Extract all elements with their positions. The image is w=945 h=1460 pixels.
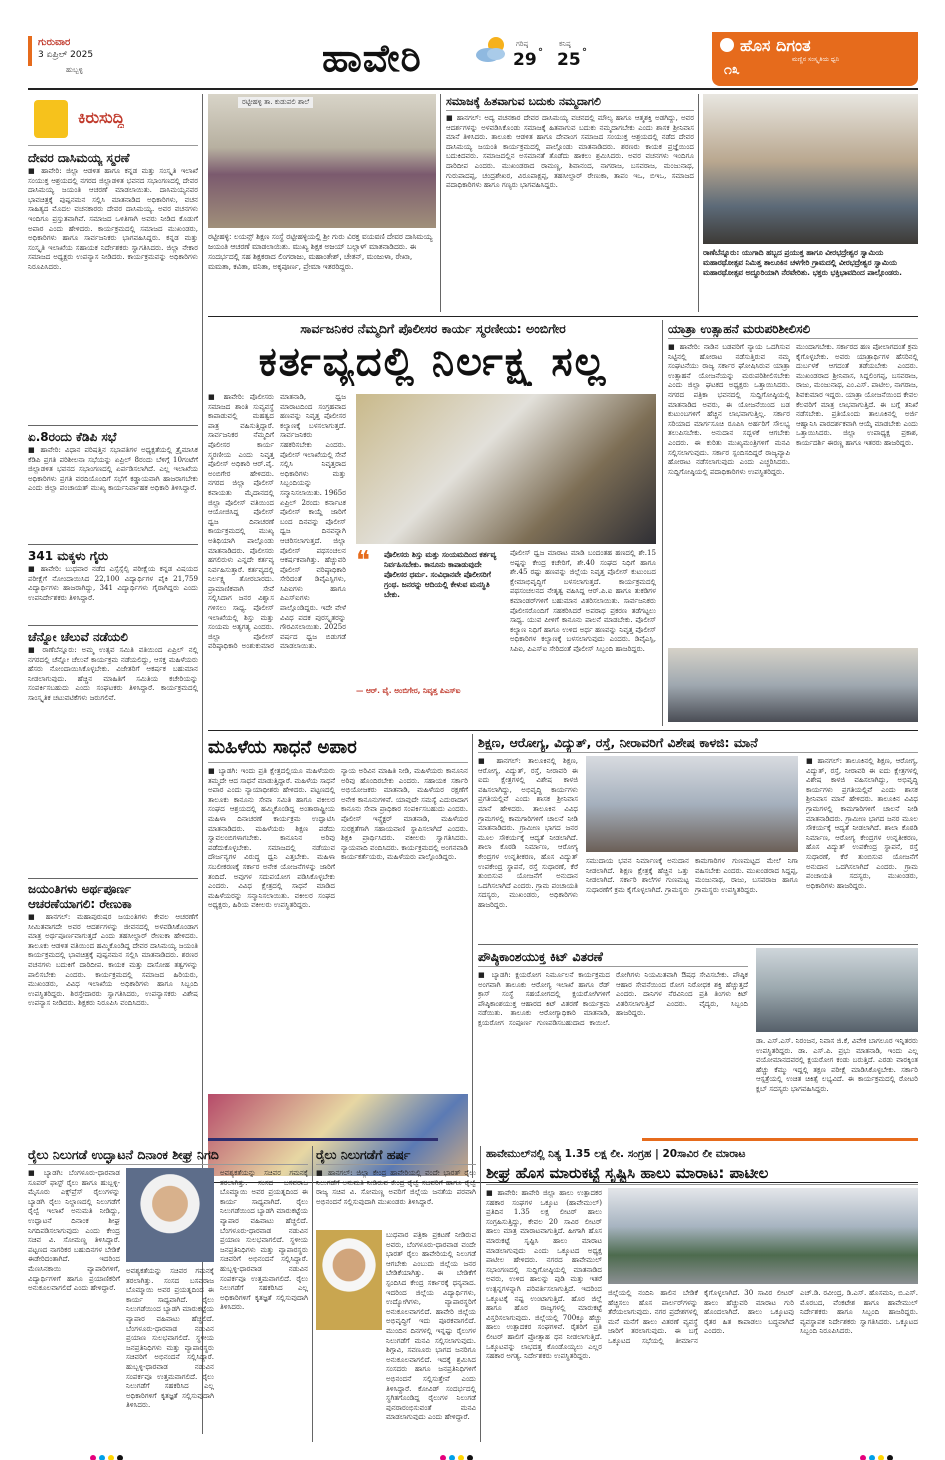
partly-cloudy-icon [474,34,510,64]
color-dot [440,1455,446,1460]
story-title: ಮಹಿಳೆಯ ಸಾಧನೆ ಅಪಾರ [208,734,468,763]
registration-dots-left [90,1446,150,1454]
story-body-2: ಅವಶ್ಯಕತೆಯನ್ನು ಸಚಿವರ ಗಮನಕ್ಕೆ ತರಲಾಗಿತ್ತು. ಸಂಸದ ಬಸವರಾಜ ಬೊಮ್ಮಾಯಿ ಅವರ ಪ್ರಯತ್ನದಿಂದ ಈ ಕಾರ್ಯ ಸಾಧ್ಯವಾಗಿದೆ. ರೈಲು ನಿಲುಗಡೆಯಿಂದ ಬ್ಯಾಡಗಿ ಮಾರುಕಟ್ಟೆಯ ವ್ಯಾಪಾರ ವಹಿವಾಟು ಹೆಚ್ಚಲಿದೆ. ಬೆಂಗಳೂರು-ಧಾರವಾಡ ನಡುವಿನ ಪ್ರಯಾಣ ಸುಲಭವಾಗಲಿದೆ. ಸ್ಥಳೀಯ ಜನಪ್ರತಿನಿಧಿಗಳು ಮತ್ತು ವ್ಯಾಪಾರಸ್ಥರು ಸಚಿವರಿಗೆ ಅಭಿನಂದನೆ ಸಲ್ಲಿಸಿದ್ದಾರೆ. ಹುಬ್ಬಳ್ಳಿ-ಧಾರವಾಡ ನಡುವಿನ ಸಂಪರ್ಕವೂ ಉತ್ತಮವಾಗಲಿದೆ. ರೈಲು ನಿಲುಗಡೆಗೆ ಸಹಕರಿಸಿದ ಎಲ್ಲ ಅಧಿಕಾರಿಗಳಿಗೆ ಕೃತಜ್ಞತೆ ಸಲ್ಲಿಸುವುದಾಗಿ ತಿಳಿಸಿದರು. [126,1266,214,1410]
kirusuddi-logo [28,94,198,146]
photo-caption: ರಟ್ಟೀಹಳ್ಳಿ: ಲಯನ್ಸ್ ಶಿಕ್ಷಣ ಸಂಸ್ಥೆ ರಟ್ಟೀಹಳ್ಳಿಯಲ್ಲಿ ಶ್ರೀ ಗುರು ವಿರಕ್ತ ವಯವಣಿ ದೇವರ ದಾಸಿಮಯ್ಯ ಜಯಂತಿ ಆಚರಣೆ ಮಾಡಲಾಯಿತು. ಮುಖ್ಯ ಶಿಕ್ಷಕ ಅಜಯ್ ಬಲ್ಲಾಳ್ ಮಾತನಾಡಿದರು. ಈ ಸಂದರ್ಭದಲ್ಲಿ ಸಹ ಶಿಕ್ಷಕರಾದ ಲಿಂಗರಾಜು, ಮಹಾಂತೇಶ್, ಚೇತನ್, ಮಂಜುಳಾ, ರೇಖಾ, ಮಮತಾ, ಕವಿತಾ, ವನಿತಾ, ಅಕ್ಕಪೂರ್ಣ, ಪ್ರೇಮಾ ಇತರರಿದ್ದರು. [208,232,433,271]
top-photo-right [703,94,918,312]
color-dot [887,1455,893,1460]
story-body-3: ಅವಶ್ಯಕತೆಯನ್ನು ಸಚಿವರ ಗಮನಕ್ಕೆ ತರಲಾಗಿತ್ತು. ಸಂಸದ ಬಸವರಾಜ ಬೊಮ್ಮಾಯಿ ಅವರ ಪ್ರಯತ್ನದಿಂದ ಈ ಕಾರ್ಯ ಸಾಧ್ಯವಾಗಿದೆ. ರೈಲು ನಿಲುಗಡೆಯಿಂದ ಬ್ಯಾಡಗಿ ಮಾರುಕಟ್ಟೆಯ ವ್ಯಾಪಾರ ವಹಿವಾಟು ಹೆಚ್ಚಲಿದೆ. ಬೆಂಗಳೂರು-ಧಾರವಾಡ ನಡುವಿನ ಪ್ರಯಾಣ ಸುಲಭವಾಗಲಿದೆ. ಸ್ಥಳೀಯ ಜನಪ್ರತಿನಿಧಿಗಳು ಮತ್ತು ವ್ಯಾಪಾರಸ್ಥರು ಸಚಿವರಿಗೆ ಅಭಿನಂದನೆ ಸಲ್ಲಿಸಿದ್ದಾರೆ. ಹುಬ್ಬಳ್ಳಿ-ಧಾರವಾಡ ನಡುವಿನ ಸಂಪರ್ಕವೂ ಉತ್ತಮವಾಗಲಿದೆ. ರೈಲು ನಿಲುಗಡೆಗೆ ಸಹಕರಿಸಿದ ಎಲ್ಲ ಅಧಿಕಾರಿಗಳಿಗೆ ಕೃತಜ್ಞತೆ ಸಲ್ಲಿಸುವುದಾಗಿ ತಿಳಿಸಿದರು. [220,1168,308,1312]
column-rule [698,94,699,312]
shikshana-story [478,734,918,940]
quote-author: — ಆರ್. ವೈ. ಅಂಬಿಗೇರ, ನಿವೃತ್ತ ಪಿಎಸ್ಐ [356,686,461,695]
poushtika-story [478,948,918,1178]
max-temp-label: ಗರಿಷ್ಠ [516,40,529,48]
story-title: ಪೌಷ್ಠಿಕಾಂಶಯುಕ್ತ ಕಿಟ್ ವಿತರಣೆ [478,948,748,967]
haalu-story [486,1146,918,1446]
column-rule [312,1146,313,1442]
story-body: ■ ಬ್ಯಾಡಗಿ: ಬೆಂಗಳೂರು-ಧಾರವಾಡ ಸೂಪರ್ ಫಾಸ್ಟ್ ರೈಲು ಹಾಗೂ ಹುಬ್ಬಳ್ಳಿ-ಮೈಸೂರು ಎಕ್ಸ್‌ಪ್ರೆಸ್ ರೈಲುಗಳನ್ನು ಬ್ಯಾಡಗಿ ರೈಲು ನಿಲ್ದಾಣದಲ್ಲಿ ನಿಲುಗಡೆಗೆ ರೈಲ್ವೆ ಇಲಾಖೆ ಅನುಮತಿ ನೀಡಿದ್ದು, ಉದ್ಘಾಟನೆ ದಿನಾಂಕ ಶೀಘ್ರ ನಿಗದಿಪಡಿಸಲಾಗುವುದು ಎಂದು ಕೇಂದ್ರ ಸಚಿವ ವಿ. ಸೋಮಣ್ಣ ತಿಳಿಸಿದ್ದಾರೆ. ಪಟ್ಟಣದ ನಾಗರಿಕರ ಬಹುದಿನಗಳ ಬೇಡಿಕೆ ಈಡೇರಿದಂತಾಗಿದೆ. ಇದರಿಂದ ಮೆಣಸಿನಕಾಯಿ ವ್ಯಾಪಾರಿಗಳಿಗೆ, ವಿದ್ಯಾರ್ಥಿಗಳಿಗೆ ಹಾಗೂ ಪ್ರಯಾಣಿಕರಿಗೆ ಅನುಕೂಲವಾಗಲಿದೆ ಎಂದು ಹೇಳಿದ್ದಾರೆ. [28,1168,120,1293]
masthead-rule [28,88,918,90]
kirusuddi-title: 341 ಮಕ್ಕಳು ಗೈರು [28,549,109,563]
row-rule [208,730,918,731]
story-body: ■ ಬ್ಯಾಡಗಿ: ಇಂದು ಪ್ರತಿ ಕ್ಷೇತ್ರದಲ್ಲಿಯೂ ಮಹಿಳೆಯರು ತಮ್ಮದೇ ಆದ ಸಾಧನೆ ಮಾಡುತ್ತಿದ್ದಾರೆ. ಮಹಿಳೆಯ ಸಾಧನೆ ಅಪಾರ ಎಂದು ನ್ಯಾಯಾಧೀಶರು ಹೇಳಿದರು. ಪಟ್ಟಣದಲ್ಲಿ ತಾಲೂಕು ಕಾನೂನು ಸೇವಾ ಸಮಿತಿ ಹಾಗೂ ವಕೀಲರ ಸಂಘದ ಆಶ್ರಯದಲ್ಲಿ ಹಮ್ಮಿಕೊಂಡಿದ್ದ ಅಂತಾರಾಷ್ಟ್ರೀಯ ಮಹಿಳಾ ದಿನಾಚರಣೆ ಕಾರ್ಯಕ್ರಮ ಉದ್ಘಾಟಿಸಿ ಮಾತನಾಡಿದರು. ಮಹಿಳೆಯರು ಶಿಕ್ಷಣ ಪಡೆದು ಸ್ವಾವಲಂಬಿಗಳಾಗಬೇಕು. ಕಾನೂನಿನ ಅರಿವು ಪಡೆದುಕೊಳ್ಳಬೇಕು. ಸಮಾಜದಲ್ಲಿ ನಡೆಯುವ ದೌರ್ಜನ್ಯಗಳ ವಿರುದ್ಧ ಧ್ವನಿ ಎತ್ತಬೇಕು. ಮಹಿಳಾ ಸಬಲೀಕರಣಕ್ಕೆ ಸರ್ಕಾರ ಅನೇಕ ಯೋಜನೆಗಳನ್ನು ಜಾರಿಗೆ ತಂದಿದೆ. ಅವುಗಳ ಸದುಪಯೋಗ ಪಡಿಸಿಕೊಳ್ಳಬೇಕು ಎಂದರು. ವಿವಿಧ ಕ್ಷೇತ್ರದಲ್ಲಿ ಸಾಧನೆ ಮಾಡಿದ ಮಹಿಳೆಯರನ್ನು ಸನ್ಮಾನಿಸಲಾಯಿತು. ವಕೀಲರ ಸಂಘದ ಅಧ್ಯಕ್ಷರು, ಹಿರಿಯ ವಕೀಲರು ಉಪಸ್ಥಿತರಿದ್ದರು. [208,766,335,910]
photo-banner: ರಟ್ಟೀಹಳ್ಳಿ ತಾ. ಕುಡುಪಲಿ ಶಾಲೆ [238,97,313,108]
story-title: ಶೀಘ್ರ ಹೊಸ ಮಾರುಕಟ್ಟೆ ಸೃಷ್ಟಿಸಿ ಹಾಲು ಮಾರಾಟ: ಪಾಟೀಲ [486,1162,918,1185]
kirusuddi-item [28,548,198,622]
minister-portrait [126,1168,214,1262]
kirusuddi-label: ಕಿರುಸುದ್ದಿ [78,108,125,127]
story-body-2: ಡಾ. ಎಸ್.ಎಸ್. ನಿರಂಜನ, ನಿವಾಸ ಜಿ.ಕೆ, ವಿವೇಕ ಬಾಗಲೂರ ಇನ್ನಿತರರು ಉಪಸ್ಥಿತರಿದ್ದರು. ಡಾ. ಎಸ್.ಪಿ. ಪ್ರಭು ಮಾತನಾಡಿ, ಇಂದು ಎಲ್ಲ ವಯೋಮಾನದವರಲ್ಲಿ ಕ್ಷಯರೋಗ ಕಂಡು ಬರುತ್ತಿದೆ. ಎರಡು ವಾರಕ್ಕಿಂತ ಹೆಚ್ಚು ಕೆಮ್ಮು ಇದ್ದಲ್ಲಿ ತಕ್ಷಣ ಪರೀಕ್ಷೆ ಮಾಡಿಸಿಕೊಳ್ಳಬೇಕು. ಸರ್ಕಾರಿ ಆಸ್ಪತ್ರೆಯಲ್ಲಿ ಉಚಿತ ಚಿಕಿತ್ಸೆ ಲಭ್ಯವಿದೆ. ಈ ಕಾರ್ಯಕ್ರಮದಲ್ಲಿ ರೋಟರಿ ಕ್ಲಬ್ ಸದಸ್ಯರು ಭಾಗವಹಿಸಿದ್ದರು. [756,1036,918,1093]
quote-text: ಪೊಲೀಸರು ಶಿಸ್ತು ಮತ್ತು ಸಂಯಮದಿಂದ ಕರ್ತವ್ಯ ನಿರ್ವಹಿಸಬೇಕು. ಕಾನೂನು ಕಾಪಾಡುವುದೇ ಪೊಲೀಸರ ಧರ್ಮ. ಸಂವಿಧಾನವೇ ಪೊಲೀಸರಿಗೆ ಗ್ರಂಥ. ಜನರನ್ನು ಆದಿಯಲ್ಲಿ ಕೇಳುವ ಮನಸ್ಥಿತಿ ಬೇಕು. [384,550,497,599]
press-meet-photo [668,648,918,722]
date-block [28,36,158,80]
kirusuddi-title: ಚೆನ್ನೋ ಚೆಲುವೆ ನಡೆಯಲಿ [28,630,128,644]
story-body: ■ ಹಾನಗಲ್: ತಾಲೂಕಿನಲ್ಲಿ ಶಿಕ್ಷಣ, ಆರೋಗ್ಯ, ವಿದ್ಯುತ್, ರಸ್ತೆ, ನೀರಾವರಿ ಈ ಐದು ಕ್ಷೇತ್ರಗಳಲ್ಲಿ ವಿಶೇಷ ಕಾಳಜಿ ವಹಿಸಲಾಗಿದ್ದು, ಅಭಿವೃದ್ಧಿ ಕಾರ್ಯಗಳು ಪ್ರಗತಿಯಲ್ಲಿವೆ ಎಂದು ಶಾಸಕ ಶ್ರೀನಿವಾಸ ಮಾನೆ ಹೇಳಿದರು. ತಾಲೂಕಿನ ವಿವಿಧ ಗ್ರಾಮಗಳಲ್ಲಿ ಕಾಮಗಾರಿಗಳಿಗೆ ಚಾಲನೆ ನೀಡಿ ಮಾತನಾಡಿದರು. ಗ್ರಾಮೀಣ ಭಾಗದ ಜನರ ಮೂಲ ಸೌಕರ್ಯಕ್ಕೆ ಆದ್ಯತೆ ನೀಡಲಾಗಿದೆ. ಶಾಲಾ ಕೊಠಡಿ ನಿರ್ಮಾಣ, ಆರೋಗ್ಯ ಕೇಂದ್ರಗಳ ಉನ್ನತೀಕರಣ, ಹೊಸ ವಿದ್ಯುತ್ ಉಪಕೇಂದ್ರ ಸ್ಥಾಪನೆ, ರಸ್ತೆ ಸುಧಾರಣೆ, ಕೆರೆ ತುಂಬಿಸುವ ಯೋಜನೆಗೆ ಅನುದಾನ ಒದಗಿಸಲಾಗಿದೆ ಎಂದರು. ಗ್ರಾಮ ಪಂಚಾಯತಿ ಸದಸ್ಯರು, ಮುಖಂಡರು, ಅಧಿಕಾರಿಗಳು ಹಾಜರಿದ್ದರು. [478,756,578,909]
story-body-2: ಸಮುದಾಯ ಭವನ ನಿರ್ಮಾಣಕ್ಕೆ ಅನುದಾನ ನೀಡಲಾಗಿದೆ. ಶಿಕ್ಷಣ ಕ್ಷೇತ್ರಕ್ಕೆ ಹೆಚ್ಚಿನ ಒತ್ತು ನೀಡಲಾಗಿದೆ. ಸರ್ಕಾರಿ ಶಾಲೆಗಳ ಗುಣಮಟ್ಟ ಸುಧಾರಣೆಗೆ ಕ್ರಮ ಕೈಗೊಳ್ಳಲಾಗಿದೆ. ಗ್ರಾಮಸ್ಥರು ಕಾಮಗಾರಿಗಳ ಗುಣಮಟ್ಟದ ಮೇಲೆ ನಿಗಾ ವಹಿಸಬೇಕು ಎಂದರು. ಮುಖಂಡರಾದ ಸಿದ್ದಪ್ಪ, ಮಂಜುನಾಥ, ರಾಜು, ಬಸವರಾಜ ಹಾಗೂ ಗ್ರಾಮಸ್ಥರು ಉಪಸ್ಥಿತರಿದ್ದರು. [586,856,798,894]
color-dot [860,1455,866,1460]
page-number: ೧೩ [724,62,740,78]
story-body-3: ಎಚ್.ಡಿ. ರವೀಂದ್ರ, ಡಿ.ಎಸ್. ಹೊಸಮನಿ, ಬಿ.ಎಸ್. ಮೊರಬದ, ವೆಂಕಟೇಶ ಹಾಗೂ ಹಾವೇಮುಲ್ ನಿರ್ದೇಶಕರು ಹಾಗೂ ಸಿಬ್ಬಂದಿ ಹಾಜರಿದ್ದರು. ವ್ಯವಸ್ಥಾಪಕ ನಿರ್ದೇಶಕರು ಸ್ವಾಗತಿಸಿದರು. ಒಕ್ಕೂಟದ ಸಿಬ್ಬಂದಿ ನಿರೂಪಿಸಿದರು. [800,1288,918,1336]
column-rule [480,1146,481,1442]
story-body-2: ಜಿಲ್ಲೆಯಲ್ಲಿ ನಂದಿನಿ ಹಾಲಿನ ಬೇಡಿಕೆ ಹೆಚ್ಚಿಸಲು ಹೊಸ ಪಾರ್ಲರ್‌ಗಳನ್ನು ತೆರೆಯಲಾಗುವುದು. ನಗರ ಪ್ರದೇಶಗಳಲ್ಲಿ ಮನೆ ಮನೆಗೆ ಹಾಲು ವಿತರಣೆ ವ್ಯವಸ್ಥೆ ಜಾರಿಗೆ ತರಲಾಗುವುದು. ಈ ಬಗ್ಗೆ ಒಕ್ಕೂಟದ ಸಭೆಯಲ್ಲಿ ತೀರ್ಮಾನ ಕೈಗೊಳ್ಳಲಾಗಿದೆ. 30 ಸಾವಿರ ಲೀಟರ್ ಹಾಲು ಹೆಚ್ಚುವರಿ ಮಾರಾಟ ಗುರಿ ಹೊಂದಲಾಗಿದೆ. ಹಾಲು ಒಕ್ಕೂಟವು ರೈತರ ಹಿತ ಕಾಪಾಡಲು ಬದ್ಧವಾಗಿದೆ ಎಂದರು. [608,1288,794,1345]
min-temp-label: ಕನಿಷ್ಠ [559,40,571,48]
column-rule [662,320,663,726]
color-dot [467,1455,473,1460]
top-photo-left [208,94,436,312]
min-temp: 25 [557,50,581,70]
railu-story-2 [316,1146,476,1446]
story-title: ಶಿಕ್ಷಣ, ಆರೋಗ್ಯ, ವಿದ್ಯುತ್, ರಸ್ತೆ, ನೀರಾವರಿಗೆ ವಿಶೇಷ ಕಾಳಜಿ: ಮಾನೆ [478,734,918,753]
section-bar [208,1138,438,1141]
story-body-2: ಬುಧವಾರ ಪತ್ರಿಕಾ ಪ್ರಕಟಣೆ ನೀಡಿರುವ ಅವರು, ಬೆಂಗಳೂರು-ಧಾರವಾಡ ವಂದೇ ಭಾರತ್ ರೈಲು ಹಾವೇರಿಯಲ್ಲಿ ನಿಲುಗಡೆ ಆಗಬೇಕು ಎಂಬುದು ಜಿಲ್ಲೆಯ ಜನರ ಬೇಡಿಕೆಯಾಗಿತ್ತು. ಈ ಬೇಡಿಕೆಗೆ ಸ್ಪಂದಿಸಿದ ಕೇಂದ್ರ ಸರ್ಕಾರಕ್ಕೆ ಧನ್ಯವಾದ. ಇದರಿಂದ ಜಿಲ್ಲೆಯ ವಿದ್ಯಾರ್ಥಿಗಳು, ಉದ್ಯೋಗಿಗಳು, ವ್ಯಾಪಾರಸ್ಥರಿಗೆ ಅನುಕೂಲವಾಗಲಿದೆ. ಹಾವೇರಿ ಜಿಲ್ಲೆಯ ಅಭಿವೃದ್ಧಿಗೆ ಇದು ಪೂರಕವಾಗಲಿದೆ. ಮುಂದಿನ ದಿನಗಳಲ್ಲಿ ಇನ್ನಷ್ಟು ರೈಲುಗಳ ನಿಲುಗಡೆಗೆ ಮನವಿ ಸಲ್ಲಿಸಲಾಗುವುದು. ಶಿಗ್ಗಾವಿ, ಸವಣೂರು ಭಾಗದ ಜನರಿಗೂ ಅನುಕೂಲವಾಗಲಿದೆ. ಇದಕ್ಕೆ ಶ್ರಮಿಸಿದ ಸಂಸದರು ಹಾಗೂ ಜನಪ್ರತಿನಿಧಿಗಳಿಗೆ ಅಭಿನಂದನೆ ಸಲ್ಲಿಸುತ್ತೇವೆ ಎಂದು ತಿಳಿಸಿದ್ದಾರೆ. ಕೋವಿಡ್ ಸಂದರ್ಭದಲ್ಲಿ ಸ್ಥಗಿತಗೊಂಡಿದ್ದ ರೈಲುಗಳ ನಿಲುಗಡೆ ಪುನರಾರಂಭಿಸುವಂತೆ ಮನವಿ ಮಾಡಲಾಗುವುದು ಎಂದು ಹೇಳಿದ್ದಾರೆ. [386,1230,476,1422]
kirusuddi-body: ■ ಹಾನಗಲ್: ಮಹಾಪುರುಷರ ಜಯಂತಿಗಳು ಕೇವಲ ಆಚರಣೆಗೆ ಸೀಮಿತವಾಗದೇ ಅವರ ಆದರ್ಶಗಳನ್ನು ಜೀವನದಲ್ಲಿ ಅಳವಡಿಸಿಕೊಂಡಾಗ ಮಾತ್ರ ಅರ್ಥಪೂರ್ಣವಾಗುತ್ತದೆ ಎಂದು ತಹಸೀಲ್ದಾರ್ ರೇಣುಕಾ ಹೇಳಿದರು. ತಾಲೂಕು ಆಡಳಿತ ವತಿಯಿಂದ ಹಮ್ಮಿಕೊಂಡಿದ್ದ ದೇವರ ದಾಸಿಮಯ್ಯ ಜಯಂತಿ ಕಾರ್ಯಕ್ರಮದಲ್ಲಿ ಭಾವಚಿತ್ರಕ್ಕೆ ಪುಷ್ಪನಮನ ಸಲ್ಲಿಸಿ ಮಾತನಾಡಿದರು. ಶರಣರ ವಚನಗಳು ಬದುಕಿಗೆ ದಾರಿದೀಪ. ಕಾಯಕ ಮತ್ತು ದಾಸೋಹ ತತ್ವಗಳನ್ನು ಪಾಲಿಸಬೇಕು ಎಂದರು. ಕಾರ್ಯಕ್ರಮದಲ್ಲಿ ಸಮಾಜದ ಹಿರಿಯರು, ಮುಖಂಡರು, ವಿವಿಧ ಇಲಾಖೆಯ ಅಧಿಕಾರಿಗಳು ಹಾಗೂ ಸಿಬ್ಬಂದಿ ಉಪಸ್ಥಿತರಿದ್ದರು. ಶಿರಸ್ತೇದಾರರು ಸ್ವಾಗತಿಸಿದರು, ಉಪನ್ಯಾಸಕರು ವಿಶೇಷ ಉಪನ್ಯಾಸ ನೀಡಿದರು. ಶಿಕ್ಷಕರು ನಿರೂಪಿಸಿ ವಂದಿಸಿದರು. [28,912,198,1008]
story-body-2: ಮುಂದಾಗಬೇಕು. ಸರ್ಕಾರದ ಹಣ ಪೋಲಾಗದಂತೆ ಕ್ರಮ ಕೈಗೊಳ್ಳಬೇಕು. ಅವರು ಯಾತ್ರಾರ್ಥಿಗಳ ಹೆಸರಿನಲ್ಲಿ ದುರ್ಬಳಕೆ ಆಗದಂತೆ ತಡೆಯಬೇಕು ಎಂದರು. ಮುಖಂಡರಾದ ಶ್ರೀನಿವಾಸ, ಸಿದ್ದಲಿಂಗಪ್ಪ, ಬಸವರಾಜ, ರಾಜು, ಮಂಜುನಾಥ, ಎಂ.ಎಸ್. ಪಾಟೀಲ, ನಾಗರಾಜ, ಶಿವಕುಮಾರ ಇದ್ದರು. ಯಾತ್ರಾ ಯೋಜನೆಯಿಂದ ಕೇವಲ ಕೆಲವರಿಗೆ ಮಾತ್ರ ಲಾಭವಾಗುತ್ತಿದೆ. ಈ ಬಗ್ಗೆ ತನಿಖೆ ನಡೆಸಬೇಕು. ಪ್ರತಿಯೊಂದು ತಾಲೂಕಿನಲ್ಲಿ ಅರ್ಜಿ ಆಹ್ವಾನಿಸಿ ಪಾರದರ್ಶಕವಾಗಿ ಆಯ್ಕೆ ಮಾಡಬೇಕು ಎಂದು ಒತ್ತಾಯಿಸಿದರು. ಜಿಲ್ಲಾ ಉಪಾಧ್ಯಕ್ಷ ಪ್ರಕಾಶ, ಕಾರ್ಯದರ್ಶಿ ಈರಣ್ಣ ಹಾಗೂ ಇತರರು ಹಾಜರಿದ್ದರು. [796,342,918,447]
lead-col2: ಪೊಲೀಸ್ ಧ್ವಜ ಮಾರಾಟ ಮಾಡಿ ಬಂದಂತಹ ಹಣದಲ್ಲಿ ಶೇ.15 ಅಷ್ಟನ್ನು ಕೇಂದ್ರ ಕಚೇರಿಗೆ, ಶೇ.40 ಸಂಘದ ನಿಧಿಗೆ ಹಾಗೂ ಶೇ.45 ರಷ್ಟು ಹಣವನ್ನು ಜಿಲ್ಲೆಯ ನಿವೃತ್ತ ಪೊಲೀಸ್ ಕುಟುಂಬದ ಕ್ಷೇಮಾಭಿವೃದ್ಧಿಗೆ ಬಳಸಲಾಗುತ್ತದೆ. ಕಾರ್ಯಕ್ರಮದಲ್ಲಿ ಪಥಸಂಚಲನದ ನೇತೃತ್ವ ವಹಿಸಿದ್ದ ಆರ್.ಪಿ.ಐ ಹಾಗೂ ತುಕಡಿಗಳ ಕಮಾಂಡರ್‌ಗಳಿಗೆ ಬಹುಮಾನ ವಿತರಿಸಲಾಯಿತು. ಸಾರ್ವಜನಿಕರು ಪೊಲೀಸರೊಂದಿಗೆ ಸಹಕರಿಸಿದರೆ ಅಪರಾಧ ಪ್ರಕರಣ ತಡೆಗಟ್ಟಲು ಸಾಧ್ಯ. ಯುವ ಪೀಳಿಗೆ ಕಾನೂನು ಪಾಲನೆ ಮಾಡಬೇಕು. ಪೊಲೀಸ್ ಕಲ್ಯಾಣ ನಿಧಿಗೆ ಹಾಗೂ ಉಳಿದ ಅರ್ಧ ಹಣವನ್ನು ನಿವೃತ್ತ ಪೊಲೀಸ್ ಅಧಿಕಾರಿಗಳ ಕಲ್ಯಾಣಕ್ಕೆ ಬಳಸಲಾಗುವುದು ಎಂದರು. ಡಿವೈಎಸ್ಪಿ, ಸಿಪಿಐ, ಪಿಎಸ್ಐ ಸೇರಿದಂತೆ ಪೊಲೀಸ್ ಸಿಬ್ಬಂದಿ ಹಾಜರಿದ್ದರು. [510,548,656,653]
kirusuddi-body: ■ ಹಾವೇರಿ: ಬುಧವಾರ ನಡೆದ ಎಸ್ಸೆಸ್ಸೆಲ್ಸಿ ಪರೀಕ್ಷೆಯ ಕನ್ನಡ ವಿಷಯದ ಪರೀಕ್ಷೆಗೆ ನೋಂದಾಯಿಸಿದ 22,100 ವಿದ್ಯಾರ್ಥಿಗಳ ಪೈಕಿ 21,759 ವಿದ್ಯಾರ್ಥಿಗಳು ಹಾಜರಾಗಿದ್ದು, 341 ವಿದ್ಯಾರ್ಥಿಗಳು ಗೈರಾಗಿದ್ದರು ಎಂದು ಉಪನಿರ್ದೇಶಕರು ತಿಳಿಸಿದ್ದಾರೆ. [28,564,198,602]
story-title: ರೈಲು ನಿಲುಗಡೆಗೆ ಹರ್ಷ [316,1146,476,1165]
max-temp: 29 [513,50,537,70]
lead-story [208,320,658,726]
city-small: ಹುಬ್ಬಳ್ಳಿ [66,66,83,74]
kirusuddi-item [28,150,198,422]
divider [28,878,198,879]
column-rule [440,94,441,312]
quote-icon: ❝ [356,546,370,576]
registration-dots-right [860,1446,920,1454]
day-label: ಗುರುವಾರ [38,37,71,48]
min-temp-deg: ° [582,47,587,58]
color-dot [90,1455,96,1460]
photo-caption: ರಾಣೆಬೆನ್ನೂರು: ಯುಗಾದಿ ಹಬ್ಬದ ಪ್ರಯುಕ್ತ ಹಾಗೂ ವೀರಭದ್ರೇಶ್ವರ ಸ್ವಾಮಿಯ ಮಹಾರಥೋತ್ಸವ ನಿಮಿತ್ತ ತಾಲೂಕಿನ ಚಳಗೇರಿ ಗ್ರಾಮದಲ್ಲಿ ವೀರಭದ್ರೇಶ್ವರ ಸ್ವಾಮಿಯ ಮಹಾರಥೋತ್ಸವ ಅದ್ಧೂರಿಯಾಗಿ ನೆರವೇರಿತು. ಭಕ್ತರು ಭಕ್ತಿಭಾವದಿಂದ ಪಾಲ್ಗೊಂಡರು. [703,248,902,277]
story-kicker: ಹಾವೇಮುಲ್‌ನಲ್ಲಿ ನಿತ್ಯ 1.35 ಲಕ್ಷ ಲೀ. ಸಂಗ್ರಹ | 20ಸಾವಿರ ಲೀ ಮಾರಾಟ [486,1148,746,1160]
paper-name: ಹೊಸ ದಿಗಂತ [740,36,811,55]
story-body: ■ ಬ್ಯಾಡಗಿ: ಕ್ಷಯರೋಗ ನಿರ್ಮೂಲನೆ ಕಾರ್ಯಕ್ರಮದ ಅಂಗವಾಗಿ ತಾಲೂಕು ಆರೋಗ್ಯ ಇಲಾಖೆ ಹಾಗೂ ರೆಡ್ ಕ್ರಾಸ್ ಸಂಸ್ಥೆ ಸಹಯೋಗದಲ್ಲಿ ಕ್ಷಯರೋಗಿಗಳಿಗೆ ಪೌಷ್ಠಿಕಾಂಶಯುಕ್ತ ಆಹಾರದ ಕಿಟ್ ವಿತರಣೆ ಕಾರ್ಯಕ್ರಮ ನಡೆಯಿತು. ತಾಲೂಕು ಆರೋಗ್ಯಾಧಿಕಾರಿ ಮಾತನಾಡಿ, ಕ್ಷಯರೋಗ ಸಂಪೂರ್ಣ ಗುಣಪಡಿಸಬಹುದಾದ ಕಾಯಿಲೆ. ರೋಗಿಗಳು ನಿಯಮಿತವಾಗಿ ಔಷಧ ಸೇವಿಸಬೇಕು. ಪೌಷ್ಠಿಕ ಆಹಾರ ಸೇವನೆಯಿಂದ ರೋಗ ನಿರೋಧಕ ಶಕ್ತಿ ಹೆಚ್ಚುತ್ತದೆ ಎಂದರು. ದಾನಿಗಳ ನೆರವಿನಿಂದ ಪ್ರತಿ ತಿಂಗಳು ಕಿಟ್ ವಿತರಿಸಲಾಗುತ್ತಿದೆ ಎಂದರು. ವೈದ್ಯರು, ಸಿಬ್ಬಂದಿ ಹಾಜರಿದ್ದರು. [478,970,748,1027]
kirusuddi-item [28,629,198,875]
torch-icon [720,38,734,52]
divider [28,544,198,545]
inauguration-photo [586,756,798,852]
railu-story-1 [28,1146,308,1446]
lead-kicker: ಸಾರ್ವಜನಿಕರ ನೆಮ್ಮದಿಗೆ ಪೊಲೀಸರ ಕಾರ್ಯ ಸ್ಮರಣೀಯ: ಅಂಬಿಗೇರ [300,321,566,336]
color-dot [878,1455,884,1460]
story-title: ಸಮಾಜಕ್ಕೆ ಹಿತವಾಗುವ ಬದುಕು ನಮ್ಮದಾಗಲಿ [446,94,694,111]
story-body: ■ ಹಾನಗಲ್: ಜಿಲ್ಲಾ ಕೇಂದ್ರ ಹಾವೇರಿಯಲ್ಲಿ ವಂದೇ ಭಾರತ್ ರೈಲು ನಿಲುಗಡೆಗೆ ಅನುಮತಿ ನೀಡಿರುವ ಕೇಂದ್ರ ರೈಲ್ವೆ ಸಚಿವರಿಗೆ ಹಾಗೂ ರೈಲ್ವೆ ರಾಜ್ಯ ಸಚಿವ ವಿ. ಸೋಮಣ್ಣ ಅವರಿಗೆ ಜಿಲ್ಲೆಯ ಜನತೆಯ ಪರವಾಗಿ ಅಭಿನಂದನೆ ಸಲ್ಲಿಸುವುದಾಗಿ ಮುಖಂಡರು ತಿಳಿಸಿದ್ದಾರೆ. [316,1168,476,1206]
kirusuddi-body: ■ ಹಾವೇರಿ: ವಿಧಾನ ಪರಿಷತ್ತಿನ ಸಭಾಪತಿಗಳ ಅಧ್ಯಕ್ಷತೆಯಲ್ಲಿ ತ್ರೈಮಾಸಿಕ ಕೆಡಿಪಿ ಪ್ರಗತಿ ಪರಿಶೀಲನಾ ಸಭೆಯನ್ನು ಏಪ್ರಿಲ್ 8ರಂದು ಬೆಳಿಗ್ಗೆ 10ಗಂಟೆಗೆ ಜಿಲ್ಲಾಡಳಿತ ಭವನದ ಸಭಾಂಗಣದಲ್ಲಿ ಏರ್ಪಡಿಸಲಾಗಿದೆ. ಎಲ್ಲ ಇಲಾಖೆಯ ಅಧಿಕಾರಿಗಳು ಪ್ರಗತಿ ವರದಿಯೊಂದಿಗೆ ಸಭೆಗೆ ಕಡ್ಡಾಯವಾಗಿ ಹಾಜರಾಗಬೇಕು ಎಂದು ಜಿಲ್ಲಾ ಪಂಚಾಯತ್ ಮುಖ್ಯ ಕಾರ್ಯನಿರ್ವಾಹಕ ಅಧಿಕಾರಿ ತಿಳಿಸಿದ್ದಾರೆ. [28,445,198,493]
leader-portrait [316,1230,382,1330]
edition-title: ಹಾವೇರಿ [322,36,422,80]
chariot-photo [703,94,918,244]
color-dot [449,1455,455,1460]
color-dot [99,1455,105,1460]
row-rule [208,316,918,317]
kirusuddi-title: ದೇವರ ದಾಸಿಮಯ್ಯ ಸ್ಮರಣೆ [28,151,130,165]
color-dot [117,1455,123,1460]
registration-dots-center [440,1446,500,1454]
divider [28,625,198,626]
date-label: 3 ಏಪ್ರಿಲ್ 2025 [38,50,94,60]
kirusuddi-title: ಏ.8ರಂದು ಕೆಡಿಪಿ ಸಭೆ [28,430,117,444]
police-photo [356,394,656,544]
kirusuddi-body: ■ ಹಾವೇರಿ: ಜಿಲ್ಲಾ ಆಡಳಿತ ಹಾಗೂ ಕನ್ನಡ ಮತ್ತು ಸಂಸ್ಕೃತಿ ಇಲಾಖೆ ಸಂಯುಕ್ತ ಆಶ್ರಯದಲ್ಲಿ ನಗರದ ಜಿಲ್ಲಾಡಳಿತ ಭವನದ ಸಭಾಂಗಣದಲ್ಲಿ ದೇವರ ದಾಸಿಮಯ್ಯ ಜಯಂತಿ ಆಚರಣೆ ಮಾಡಲಾಯಿತು. ದಾಸಿಮಯ್ಯನವರ ಭಾವಚಿತ್ರಕ್ಕೆ ಪುಷ್ಪನಮನ ಸಲ್ಲಿಸಿ ಮಾತನಾಡಿದ ಅಧಿಕಾರಿಗಳು, ವಚನ ಸಾಹಿತ್ಯದ ಮೊದಲ ವಚನಕಾರರು ದೇವರ ದಾಸಿಮಯ್ಯ. ಅವರ ವಚನಗಳು ಇಂದಿಗೂ ಪ್ರಸ್ತುತವಾಗಿವೆ. ಸಮಾಜದ ಒಳಿತಿಗಾಗಿ ಅವರು ನೀಡಿದ ಕೊಡುಗೆ ಅಪಾರ ಎಂದು ಹೇಳಿದರು. ಕಾರ್ಯಕ್ರಮದಲ್ಲಿ ಸಮಾಜದ ಮುಖಂಡರು, ಅಧಿಕಾರಿಗಳು ಹಾಗೂ ಸಾರ್ವಜನಿಕರು ಭಾಗವಹಿಸಿದ್ದರು. ಕನ್ನಡ ಮತ್ತು ಸಂಸ್ಕೃತಿ ಇಲಾಖೆಯ ಸಹಾಯಕ ನಿರ್ದೇಶಕರು ಸ್ವಾಗತಿಸಿದರು. ಜಿಲ್ಲಾ ನೇಕಾರ ಸಮಾಜದ ಅಧ್ಯಕ್ಷರು ಉಪನ್ಯಾಸ ನೀಡಿದರು. ಕಾರ್ಯಕ್ರಮವನ್ನು ಅಧಿಕಾರಿಗಳು ನಿರೂಪಿಸಿದರು. [28,166,198,271]
section-bar [642,1138,918,1141]
max-temp-deg: ° [538,47,543,58]
kirusuddi-title: ಜಯಂತಿಗಳು ಅರ್ಥಪೂರ್ಣ ಆಚರಣೆಯಾಗಲಿ: ರೇಣುಕಾ [28,882,132,911]
story-title: ರೈಲು ನಿಲುಗಡೆ ಉದ್ಘಾಟನೆ ದಿನಾಂಕ ಶೀಘ್ರ ನಿಗದಿ [28,1146,308,1165]
quote-box [356,548,504,724]
lead-headline: ಕರ್ತವ್ಯದಲ್ಲಿ ನಿರ್ಲಕ್ಷ್ಯ ಸಲ್ಲ [258,339,608,385]
paper-logo [712,32,918,86]
divider [28,425,198,426]
dairy-meeting-photo [608,1188,918,1284]
story-body-3: ■ ಹಾನಗಲ್: ತಾಲೂಕಿನಲ್ಲಿ ಶಿಕ್ಷಣ, ಆರೋಗ್ಯ, ವಿದ್ಯುತ್, ರಸ್ತೆ, ನೀರಾವರಿ ಈ ಐದು ಕ್ಷೇತ್ರಗಳಲ್ಲಿ ವಿಶೇಷ ಕಾಳಜಿ ವಹಿಸಲಾಗಿದ್ದು, ಅಭಿವೃದ್ಧಿ ಕಾರ್ಯಗಳು ಪ್ರಗತಿಯಲ್ಲಿವೆ ಎಂದು ಶಾಸಕ ಶ್ರೀನಿವಾಸ ಮಾನೆ ಹೇಳಿದರು. ತಾಲೂಕಿನ ವಿವಿಧ ಗ್ರಾಮಗಳಲ್ಲಿ ಕಾಮಗಾರಿಗಳಿಗೆ ಚಾಲನೆ ನೀಡಿ ಮಾತನಾಡಿದರು. ಗ್ರಾಮೀಣ ಭಾಗದ ಜನರ ಮೂಲ ಸೌಕರ್ಯಕ್ಕೆ ಆದ್ಯತೆ ನೀಡಲಾಗಿದೆ. ಶಾಲಾ ಕೊಠಡಿ ನಿರ್ಮಾಣ, ಆರೋಗ್ಯ ಕೇಂದ್ರಗಳ ಉನ್ನತೀಕರಣ, ಹೊಸ ವಿದ್ಯುತ್ ಉಪಕೇಂದ್ರ ಸ್ಥಾಪನೆ, ರಸ್ತೆ ಸುಧಾರಣೆ, ಕೆರೆ ತುಂಬಿಸುವ ಯೋಜನೆಗೆ ಅನುದಾನ ಒದಗಿಸಲಾಗಿದೆ ಎಂದರು. ಗ್ರಾಮ ಪಂಚಾಯತಿ ಸದಸ್ಯರು, ಮುಖಂಡರು, ಅಧಿಕಾರಿಗಳು ಹಾಜರಿದ್ದರು. [806,756,918,890]
column-rule [472,734,473,1178]
masthead [0,0,945,88]
kirusuddi-body: ■ ರಾಣೆಬೆನ್ನೂರು: ಅಮ್ಮ ಉತ್ಸವ ಸಮಿತಿ ವತಿಯಿಂದ ಏಪ್ರಿಲ್ ನಲ್ಲಿ ನಗರದಲ್ಲಿ ಚೆನ್ನೋ ಚೆಲುವೆ ಕಾರ್ಯಕ್ರಮ ನಡೆಯಲಿದ್ದು, ಆಸಕ್ತ ಮಹಿಳೆಯರು ಹೆಸರು ನೋಂದಾಯಿಸಿಕೊಳ್ಳಬೇಕು. ವಿಜೇತರಿಗೆ ಆಕರ್ಷಕ ಬಹುಮಾನ ನೀಡಲಾಗುವುದು. ಹೆಚ್ಚಿನ ಮಾಹಿತಿಗೆ ಸಮಿತಿಯ ಕಚೇರಿಯನ್ನು ಸಂಪರ್ಕಿಸಬಹುದು ಎಂದು ಸಂಘಟಕರು ತಿಳಿಸಿದ್ದಾರೆ. ಕಾರ್ಯಕ್ರಮದಲ್ಲಿ ಸಾಂಸ್ಕೃತಿಕ ಚಟುವಟಿಕೆಗಳು ಜರುಗಲಿವೆ. [28,645,198,702]
color-dot [108,1455,114,1460]
lead-col1: ■ ಹಾವೇರಿ: ಪೊಲೀಸರು ಸಮಾಜದ ಶಾಂತಿ ಸುವ್ಯವಸ್ಥೆ ಕಾಪಾಡುವಲ್ಲಿ ಮಹತ್ವದ ಪಾತ್ರ ವಹಿಸುತ್ತಿದ್ದಾರೆ. ಸಾರ್ವಜನಿಕರ ನೆಮ್ಮದಿಗೆ ಪೊಲೀಸರ ಕಾರ್ಯ ಸ್ಮರಣೀಯ ಎಂದು ನಿವೃತ್ತ ಪೊಲೀಸ್ ಅಧಿಕಾರಿ ಆರ್.ವೈ. ಅಂಬಿಗೇರ ಹೇಳಿದರು. ನಗರದ ಜಿಲ್ಲಾ ಪೊಲೀಸ್ ಕವಾಯತು ಮೈದಾನದಲ್ಲಿ ಜಿಲ್ಲಾ ಪೊಲೀಸ್ ವತಿಯಿಂದ ಆಯೋಜಿಸಿದ್ದ ಪೊಲೀಸ್ ಧ್ವಜ ದಿನಾಚರಣೆ ಕಾರ್ಯಕ್ರಮದಲ್ಲಿ ಮುಖ್ಯ ಅತಿಥಿಯಾಗಿ ಪಾಲ್ಗೊಂಡು ಮಾತನಾಡಿದರು. ಪೊಲೀಸರು ಹಗಲಿರುಳು ಎನ್ನದೇ ಕರ್ತವ್ಯ ನಿರ್ವಹಿಸುತ್ತಾರೆ. ಕರ್ತವ್ಯದಲ್ಲಿ ನಿರ್ಲಕ್ಷ್ಯ ತೋರಬಾರದು. ಪ್ರಾಮಾಣಿಕವಾಗಿ ಸೇವೆ ಸಲ್ಲಿಸಿದಾಗ ಜನರ ವಿಶ್ವಾಸ ಗಳಿಸಲು ಸಾಧ್ಯ. ಪೊಲೀಸ್ ಇಲಾಖೆಯಲ್ಲಿ ಶಿಸ್ತು ಮತ್ತು ಸಂಯಮ ಅತ್ಯಗತ್ಯ ಎಂದರು. ಜಿಲ್ಲಾ ಪೊಲೀಸ್ ವರಿಷ್ಠಾಧಿಕಾರಿ ಅಂಶುಕುಮಾರ ಮಾತನಾಡಿ, ಧ್ವಜ ಮಾರಾಟದಿಂದ ಸಂಗ್ರಹವಾದ ಹಣವನ್ನು ನಿವೃತ್ತ ಪೊಲೀಸರ ಕಲ್ಯಾಣಕ್ಕೆ ಬಳಸಲಾಗುತ್ತದೆ. ಸಾರ್ವಜನಿಕರು ಸಹಕರಿಸಬೇಕು ಎಂದರು. ಪೊಲೀಸ್ ಇಲಾಖೆಯಲ್ಲಿ ಸೇವೆ ಸಲ್ಲಿಸಿ ನಿವೃತ್ತರಾದ ಅಧಿಕಾರಿಗಳು ಮತ್ತು ಸಿಬ್ಬಂದಿಯನ್ನು ಸನ್ಮಾನಿಸಲಾಯಿತು. 1965ರ ಏಪ್ರಿಲ್ 2ರಂದು ಕರ್ನಾಟಕ ಪೊಲೀಸ್ ಕಾಯ್ದೆ ಜಾರಿಗೆ ಬಂದ ದಿನವನ್ನು ಪೊಲೀಸ್ ಧ್ವಜ ದಿನವನ್ನಾಗಿ ಆಚರಿಸಲಾಗುತ್ತದೆ. ಜಿಲ್ಲಾ ಪೊಲೀಸ್ ಪಥಸಂಚಲನ ಆಕರ್ಷಕವಾಗಿತ್ತು. ಹೆಚ್ಚುವರಿ ಪೊಲೀಸ್ ವರಿಷ್ಠಾಧಿಕಾರಿ ಸೇರಿದಂತೆ ಡಿವೈಎಸ್ಪಿಗಳು, ಸಿಪಿಐಗಳು ಹಾಗೂ ಪಿಎಸ್ಐಗಳು ಪಾಲ್ಗೊಂಡಿದ್ದರು. ಇದೇ ವೇಳೆ ವಿವಿಧ ಪದಕ ಪುರಸ್ಕೃತರನ್ನು ಗೌರವಿಸಲಾಯಿತು. 2025ರ ವರ್ಷದ ಧ್ವಜ ಬಿಡುಗಡೆ ಮಾಡಲಾಯಿತು. [208,392,346,651]
story-body: ■ ಹಾನಗಲ್: ಅದ್ಯ ವಚನಕಾರ ದೇವರ ದಾಸಿಮಯ್ಯ ವಚನದಲ್ಲಿ ಮೌಲ್ಯ ಹಾಗೂ ಆತ್ಮಶಕ್ತಿ ಅಡಗಿದ್ದು, ಅವರ ಆದರ್ಶಗಳನ್ನು ಅಳವಡಿಸಿಕೊಂಡು ಸಮಾಜಕ್ಕೆ ಹಿತವಾಗುವ ಬದುಕು ನಮ್ಮದಾಗಬೇಕು ಎಂದು ಶಾಸಕ ಶ್ರೀನಿವಾಸ ಮಾನೆ ತಿಳಿಸಿದರು. ತಾಲೂಕು ಆಡಳಿತ ಹಾಗೂ ದೇವಾಂಗ ಸಮಾಜದ ಸಂಯುಕ್ತ ಆಶ್ರಯದಲ್ಲಿ ನಡೆದ ದೇವರ ದಾಸಿಮಯ್ಯ ಜಯಂತಿ ಕಾರ್ಯಕ್ರಮದಲ್ಲಿ ಪಾಲ್ಗೊಂಡು ಮಾತನಾಡಿದರು. ಶರಣರು ಕಾಯಕ ಪ್ರಜ್ಞೆಯಿಂದ ಬದುಕಿದವರು. ಸಮಾಜದಲ್ಲಿನ ಅಸಮಾನತೆ ತೊಡೆದು ಹಾಕಲು ಶ್ರಮಿಸಿದರು. ಅವರ ವಚನಗಳು ಇಂದಿಗೂ ದಾರಿದೀಪ ಎಂದರು. ಮುಖಂಡರಾದ ರಾಮಣ್ಣ, ಶಿವಾನಂದ, ನಾಗರಾಜ, ಬಸವರಾಜ, ಮಂಜುನಾಥ, ಗುರುಪಾದಪ್ಪ, ಚಂದ್ರಶೇಖರ, ವಿರೂಪಾಕ್ಷಪ್ಪ, ತಹಸೀಲ್ದಾರ್ ರೇಣುಕಾ, ತಾಪಂ ಇಒ, ಬಿಇಒ, ಸಮಾಜದ ಪದಾಧಿಕಾರಿಗಳು ಹಾಗೂ ಗಣ್ಯರು ಭಾಗವಹಿಸಿದ್ದರು. [446,113,694,190]
samaja-story [446,94,694,312]
kirusuddi-item [28,429,198,541]
row-rule [478,944,918,945]
story-body: ■ ಹಾವೇರಿ: ಹಾವೇರಿ ಜಿಲ್ಲಾ ಹಾಲು ಉತ್ಪಾದಕರ ಸಹಕಾರ ಸಂಘಗಳ ಒಕ್ಕೂಟ (ಹಾವೇಮುಲ್) ಪ್ರತಿದಿನ 1.35 ಲಕ್ಷ ಲೀಟರ್ ಹಾಲು ಸಂಗ್ರಹಿಸುತ್ತಿದ್ದು, ಕೇವಲ 20 ಸಾವಿರ ಲೀಟರ್ ಹಾಲು ಮಾತ್ರ ಮಾರಾಟವಾಗುತ್ತಿದೆ. ಹೀಗಾಗಿ ಹೊಸ ಮಾರುಕಟ್ಟೆ ಸೃಷ್ಟಿಸಿ ಹಾಲು ಮಾರಾಟ ಮಾಡಲಾಗುವುದು ಎಂದು ಒಕ್ಕೂಟದ ಅಧ್ಯಕ್ಷ ಪಾಟೀಲ ಹೇಳಿದರು. ನಗರದ ಹಾವೇಮುಲ್ ಸಭಾಂಗಣದಲ್ಲಿ ಸುದ್ದಿಗೋಷ್ಠಿಯಲ್ಲಿ ಮಾತನಾಡಿದ ಅವರು, ಉಳಿದ ಹಾಲನ್ನು ಪುಡಿ ಮತ್ತು ಇತರೆ ಉತ್ಪನ್ನಗಳನ್ನಾಗಿ ಪರಿವರ್ತಿಸಲಾಗುತ್ತಿದೆ. ಇದರಿಂದ ಒಕ್ಕೂಟಕ್ಕೆ ನಷ್ಟ ಉಂಟಾಗುತ್ತಿದೆ. ಹೊರ ಜಿಲ್ಲೆ ಹಾಗೂ ಹೊರ ರಾಜ್ಯಗಳಲ್ಲಿ ಮಾರುಕಟ್ಟೆ ವಿಸ್ತರಿಸಲಾಗುವುದು. ಜಿಲ್ಲೆಯಲ್ಲಿ 700ಕ್ಕೂ ಹೆಚ್ಚು ಹಾಲು ಉತ್ಪಾದಕರ ಸಂಘಗಳಿವೆ. ರೈತರಿಗೆ ಪ್ರತಿ ಲೀಟರ್ ಹಾಲಿಗೆ ಪ್ರೋತ್ಸಾಹ ಧನ ನೀಡಲಾಗುತ್ತಿದೆ. ಒಕ್ಕೂಟವನ್ನು ಲಾಭದತ್ತ ಕೊಂಡೊಯ್ಯಲು ಎಲ್ಲರ ಸಹಕಾರ ಅಗತ್ಯ. ನಿರ್ದೇಶಕರು ಉಪಸ್ಥಿತರಿದ್ದರು. [486,1188,602,1361]
story-body: ■ ಹಾವೇರಿ: ನಾಡಿನ ಬಡವರಿಗೆ ನ್ಯಾಯ ಒದಗಿಸುವ ನಿಟ್ಟಿನಲ್ಲಿ ಹೋರಾಟ ನಡೆಸುತ್ತಿರುವ ನಮ್ಮ ಸಂಘಟನೆಯು ರಾಜ್ಯ ಸರ್ಕಾರ ಘೋಷಿಸಿರುವ ಯಾತ್ರಾ ಉತ್ಸಾಹನೆ ಯೋಜನೆಯನ್ನು ಮರುಪರಿಶೀಲಿಸಬೇಕು ಎಂದು ಜಿಲ್ಲಾ ಘಟಕದ ಅಧ್ಯಕ್ಷರು ಒತ್ತಾಯಿಸಿದರು. ನಗರದ ಪತ್ರಿಕಾ ಭವನದಲ್ಲಿ ಸುದ್ದಿಗೋಷ್ಠಿಯಲ್ಲಿ ಮಾತನಾಡಿದ ಅವರು, ಈ ಯೋಜನೆಯಿಂದ ಬಡ ಕುಟುಂಬಗಳಿಗೆ ಹೆಚ್ಚಿನ ಲಾಭವಾಗುತ್ತಿಲ್ಲ. ಸರ್ಕಾರ ಸರಿಯಾದ ಮಾರ್ಗಸೂಚಿ ರೂಪಿಸಿ ಅರ್ಹರಿಗೆ ಸೌಲಭ್ಯ ತಲುಪಿಸಬೇಕು. ಅನುದಾನ ಸದ್ಬಳಕೆ ಆಗಬೇಕು ಎಂದರು. ಈ ಕುರಿತು ಮುಖ್ಯಮಂತ್ರಿಗಳಿಗೆ ಮನವಿ ಸಲ್ಲಿಸಲಾಗುವುದು. ಸರ್ಕಾರ ಸ್ಪಂದಿಸದಿದ್ದರೆ ರಾಜ್ಯವ್ಯಾಪಿ ಹೋರಾಟ ನಡೆಸಲಾಗುವುದು ಎಂದು ಎಚ್ಚರಿಸಿದರು. ಸುದ್ದಿಗೋಷ್ಠಿಯಲ್ಲಿ ಪದಾಧಿಕಾರಿಗಳು ಉಪಸ್ಥಿತರಿದ್ದರು. [668,342,790,476]
date-accent [28,36,32,66]
kit-distribution-photo [756,948,918,1032]
story-body-2: ನ್ಯಾಯ ಅರಿವಿನ ಮಾಹಿತಿ ನೀಡಿ, ಮಹಿಳೆಯರು ಕಾನೂನಿನ ಅರಿವು ಹೊಂದಿರಬೇಕು ಎಂದರು. ಸಹಾಯಕ ಸರ್ಕಾರಿ ಅಭಿಯೋಜಕರು ಮಾತನಾಡಿ, ಮಹಿಳೆಯರ ರಕ್ಷಣೆಗೆ ಅನೇಕ ಕಾನೂನುಗಳಿವೆ. ಯಾವುದೇ ಸಮಸ್ಯೆ ಎದುರಾದಾಗ ಕಾನೂನು ಸೇವಾ ಪ್ರಾಧಿಕಾರ ಸಂಪರ್ಕಿಸಬಹುದು ಎಂದರು. ಪೊಲೀಸ್ ಇನ್ಸ್ಪೆಕ್ಟರ್ ಮಾತನಾಡಿ, ಮಹಿಳೆಯರ ಸುರಕ್ಷತೆಗಾಗಿ ಸಹಾಯವಾಣಿ ಸ್ಥಾಪಿಸಲಾಗಿದೆ ಎಂದರು. ಶಿಕ್ಷಕಿ ಪ್ರಾರ್ಥಿಸಿದರು. ವಕೀಲರು ಸ್ವಾಗತಿಸಿದರು. ನ್ಯಾಯವಾದಿ ವಂದಿಸಿದರು. ಕಾರ್ಯಕ್ರಮದಲ್ಲಿ ಅಂಗನವಾಡಿ ಕಾರ್ಯಕರ್ತೆಯರು, ಮಹಿಳೆಯರು ಪಾಲ್ಗೊಂಡಿದ್ದರು. [341,766,468,862]
paper-tagline: ಮಣ್ಣಿನ ಸಂಸ್ಕೃತಿಯ ಧ್ವನಿ [792,56,840,63]
story-title: ಯಾತ್ರಾ ಉತ್ಸಾಹನೆ ಮರುಪರಿಶೀಲಿಸಲಿ [668,320,918,339]
color-dot [869,1455,875,1460]
school-photo [208,94,436,228]
color-dot [458,1455,464,1460]
jatre-story [668,320,918,726]
hand-icon [34,100,68,138]
